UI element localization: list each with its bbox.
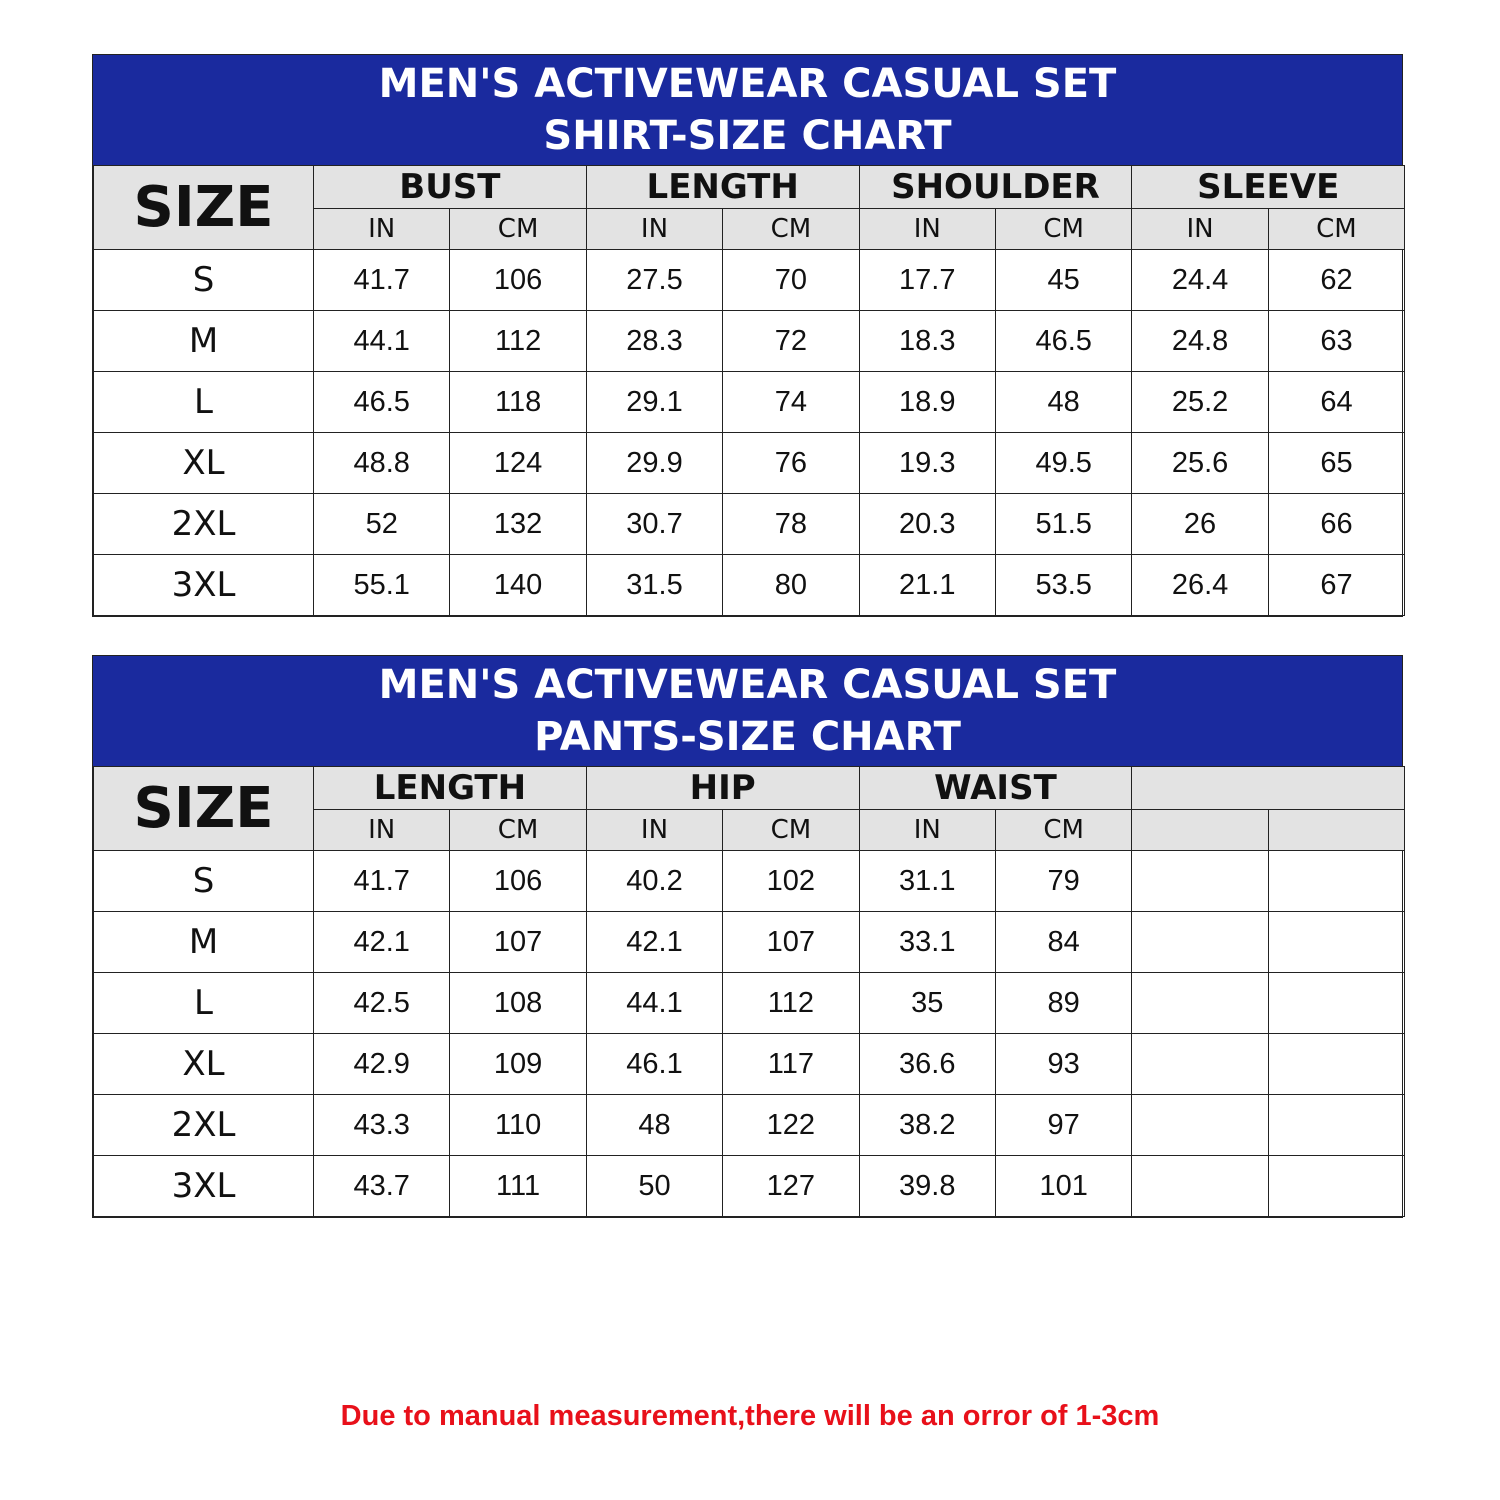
unit-header: CM [450, 209, 586, 250]
table-row [94, 1156, 1405, 1217]
size-cell: L [94, 973, 314, 1034]
column-group-header: SHOULDER [859, 166, 1132, 209]
measurement-cell: 117 [723, 1034, 859, 1095]
measurement-cell: 122 [723, 1095, 859, 1156]
measurement-cell: 65 [1268, 433, 1404, 494]
measurement-cell: 28.3 [586, 311, 722, 372]
measurement-cell: 44.1 [314, 311, 450, 372]
pants-chart-subtitle: PANTS-SIZE CHART [534, 714, 961, 760]
measurement-cell: 101 [995, 1156, 1131, 1217]
measurement-cell: 42.1 [314, 912, 450, 973]
measurement-cell: 26 [1132, 494, 1268, 555]
measurement-cell: 31.5 [586, 555, 722, 616]
measurement-cell: 64 [1268, 372, 1404, 433]
measurement-cell: 43.7 [314, 1156, 450, 1217]
measurement-cell: 48.8 [314, 433, 450, 494]
size-cell: S [94, 851, 314, 912]
measurement-cell: 29.9 [586, 433, 722, 494]
measurement-cell [1268, 912, 1404, 973]
measurement-note: Due to manual measurement,there will be an orror of 1-3cm [340, 1400, 1160, 1432]
measurement-cell: 55.1 [314, 555, 450, 616]
measurement-cell: 36.6 [859, 1034, 995, 1095]
size-cell: 2XL [94, 494, 314, 555]
measurement-cell: 21.1 [859, 555, 995, 616]
unit-header [1132, 810, 1268, 851]
measurement-cell: 25.6 [1132, 433, 1268, 494]
measurement-cell: 102 [723, 851, 859, 912]
measurement-cell: 80 [723, 555, 859, 616]
measurement-cell [1132, 912, 1268, 973]
measurement-cell: 53.5 [995, 555, 1131, 616]
table-row [94, 250, 1405, 311]
measurement-cell: 18.9 [859, 372, 995, 433]
unit-header: CM [450, 810, 586, 851]
measurement-cell: 40.2 [586, 851, 722, 912]
column-group-header: WAIST [859, 767, 1132, 810]
pants-chart-banner [93, 656, 1402, 766]
measurement-cell: 44.1 [586, 973, 722, 1034]
measurement-cell: 52 [314, 494, 450, 555]
measurement-cell: 93 [995, 1034, 1131, 1095]
table-row [94, 851, 1405, 912]
measurement-cell: 26.4 [1132, 555, 1268, 616]
shirt-chart-subtitle: SHIRT-SIZE CHART [543, 113, 952, 159]
measurement-cell: 45 [995, 250, 1131, 311]
shirt-size-table [93, 165, 1405, 616]
unit-header: IN [314, 810, 450, 851]
unit-header: IN [314, 209, 450, 250]
shirt-size-chart [92, 54, 1403, 617]
column-group-header: HIP [586, 767, 859, 810]
column-group-header: LENGTH [314, 767, 587, 810]
unit-header: IN [1132, 209, 1268, 250]
measurement-cell: 29.1 [586, 372, 722, 433]
measurement-cell: 25.2 [1132, 372, 1268, 433]
measurement-cell: 42.1 [586, 912, 722, 973]
measurement-cell: 24.4 [1132, 250, 1268, 311]
measurement-cell: 42.5 [314, 973, 450, 1034]
measurement-cell: 51.5 [995, 494, 1131, 555]
measurement-cell [1268, 1095, 1404, 1156]
unit-header: IN [859, 209, 995, 250]
measurement-cell: 42.9 [314, 1034, 450, 1095]
measurement-cell: 132 [450, 494, 586, 555]
pants-size-chart [92, 655, 1403, 1218]
measurement-cell [1268, 851, 1404, 912]
measurement-cell: 67 [1268, 555, 1404, 616]
measurement-cell: 79 [995, 851, 1131, 912]
measurement-cell: 39.8 [859, 1156, 995, 1217]
measurement-cell: 41.7 [314, 851, 450, 912]
measurement-cell: 74 [723, 372, 859, 433]
measurement-cell: 48 [586, 1095, 722, 1156]
measurement-cell: 107 [723, 912, 859, 973]
measurement-cell: 33.1 [859, 912, 995, 973]
measurement-cell: 46.5 [995, 311, 1131, 372]
measurement-cell: 111 [450, 1156, 586, 1217]
measurement-cell [1132, 973, 1268, 1034]
measurement-cell: 43.3 [314, 1095, 450, 1156]
unit-header: IN [586, 209, 722, 250]
measurement-cell: 112 [723, 973, 859, 1034]
size-cell: 3XL [94, 1156, 314, 1217]
measurement-cell: 48 [995, 372, 1131, 433]
measurement-cell: 50 [586, 1156, 722, 1217]
measurement-cell: 17.7 [859, 250, 995, 311]
measurement-cell: 109 [450, 1034, 586, 1095]
measurement-cell: 106 [450, 250, 586, 311]
unit-header: IN [859, 810, 995, 851]
measurement-cell: 84 [995, 912, 1131, 973]
measurement-cell: 112 [450, 311, 586, 372]
measurement-cell: 35 [859, 973, 995, 1034]
measurement-cell: 19.3 [859, 433, 995, 494]
table-row [94, 555, 1405, 616]
table-row [94, 973, 1405, 1034]
unit-header: CM [723, 810, 859, 851]
column-group-header: LENGTH [586, 166, 859, 209]
shirt-chart-banner [93, 55, 1402, 165]
measurement-cell: 46.1 [586, 1034, 722, 1095]
measurement-cell: 78 [723, 494, 859, 555]
measurement-cell: 124 [450, 433, 586, 494]
measurement-cell: 27.5 [586, 250, 722, 311]
measurement-cell: 18.3 [859, 311, 995, 372]
measurement-cell: 140 [450, 555, 586, 616]
measurement-cell [1268, 973, 1404, 1034]
size-cell: L [94, 372, 314, 433]
measurement-cell: 107 [450, 912, 586, 973]
size-column-header: SIZE [94, 767, 314, 851]
unit-header: CM [723, 209, 859, 250]
measurement-cell: 118 [450, 372, 586, 433]
measurement-cell: 46.5 [314, 372, 450, 433]
column-group-header: BUST [314, 166, 587, 209]
size-cell: M [94, 912, 314, 973]
size-column-header: SIZE [94, 166, 314, 250]
measurement-cell: 30.7 [586, 494, 722, 555]
measurement-cell: 72 [723, 311, 859, 372]
measurement-cell: 38.2 [859, 1095, 995, 1156]
measurement-cell: 76 [723, 433, 859, 494]
measurement-cell [1132, 1156, 1268, 1217]
measurement-cell: 62 [1268, 250, 1404, 311]
measurement-cell: 41.7 [314, 250, 450, 311]
measurement-cell [1268, 1034, 1404, 1095]
table-row [94, 494, 1405, 555]
measurement-cell [1132, 1095, 1268, 1156]
measurement-cell: 89 [995, 973, 1131, 1034]
measurement-cell [1268, 1156, 1404, 1217]
column-group-header [1132, 767, 1405, 810]
measurement-cell: 70 [723, 250, 859, 311]
size-cell: S [94, 250, 314, 311]
measurement-cell [1132, 851, 1268, 912]
measurement-cell: 106 [450, 851, 586, 912]
shirt-chart-title: MEN'S ACTIVEWEAR CASUAL SET [378, 61, 1117, 107]
measurement-cell: 31.1 [859, 851, 995, 912]
column-group-header: SLEEVE [1132, 166, 1405, 209]
measurement-cell: 20.3 [859, 494, 995, 555]
size-cell: 2XL [94, 1095, 314, 1156]
measurement-cell: 127 [723, 1156, 859, 1217]
measurement-cell: 66 [1268, 494, 1404, 555]
table-row [94, 1034, 1405, 1095]
table-row [94, 311, 1405, 372]
unit-header: CM [995, 810, 1131, 851]
size-cell: 3XL [94, 555, 314, 616]
pants-chart-title: MEN'S ACTIVEWEAR CASUAL SET [378, 662, 1117, 708]
measurement-cell: 24.8 [1132, 311, 1268, 372]
table-row [94, 372, 1405, 433]
measurement-cell: 108 [450, 973, 586, 1034]
unit-header: IN [586, 810, 722, 851]
unit-header: CM [1268, 209, 1404, 250]
size-cell: M [94, 311, 314, 372]
measurement-cell: 63 [1268, 311, 1404, 372]
size-cell: XL [94, 1034, 314, 1095]
table-row [94, 433, 1405, 494]
table-row [94, 912, 1405, 973]
measurement-cell [1132, 1034, 1268, 1095]
pants-size-table [93, 766, 1405, 1217]
measurement-cell: 110 [450, 1095, 586, 1156]
measurement-cell: 49.5 [995, 433, 1131, 494]
measurement-cell: 97 [995, 1095, 1131, 1156]
size-cell: XL [94, 433, 314, 494]
table-row [94, 1095, 1405, 1156]
unit-header [1268, 810, 1404, 851]
unit-header: CM [995, 209, 1131, 250]
